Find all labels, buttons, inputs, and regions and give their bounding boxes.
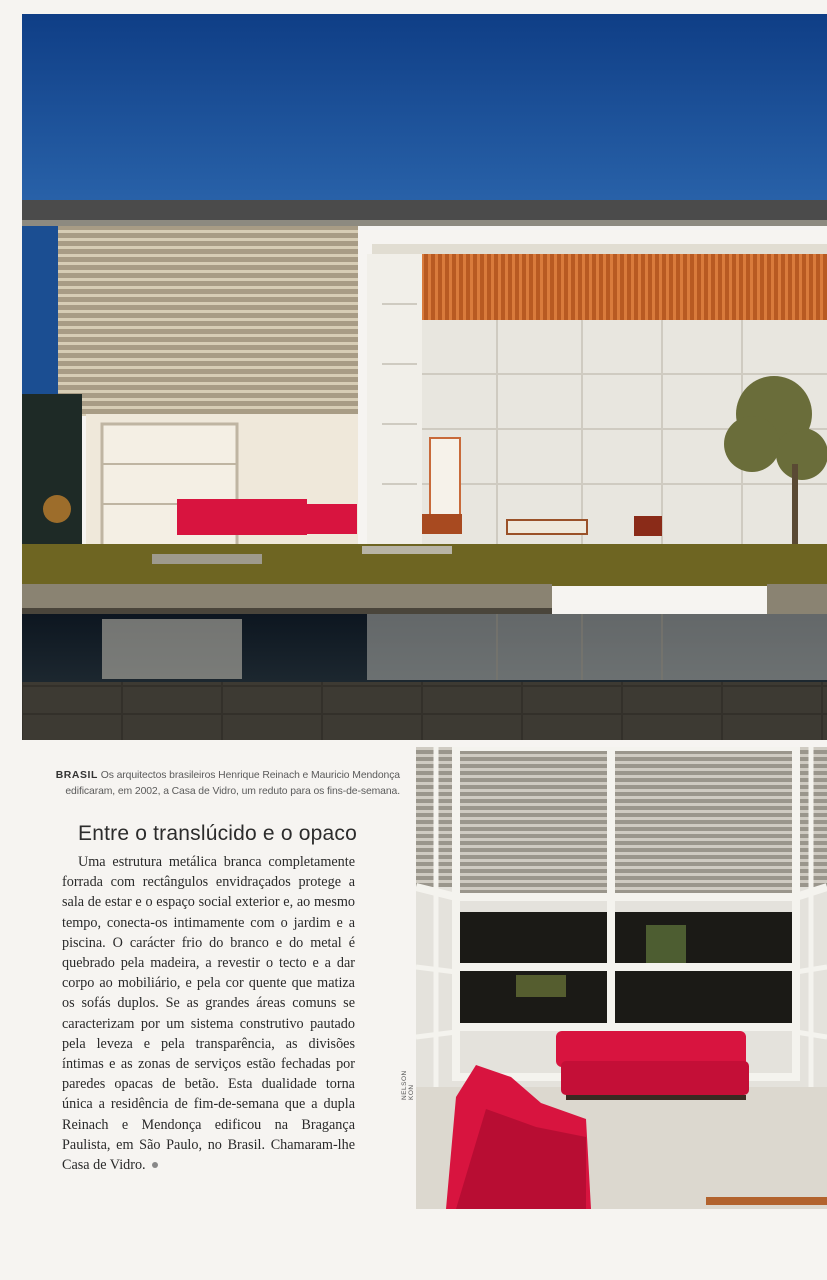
caption-text: Os arquitectos brasileiros Henrique Reinach e Mauricio Mendonça edificaram, em 2002, a Casa de Vidro, um reduto para os fins-de-semana. bbox=[65, 770, 400, 798]
hero-photo-glass-house bbox=[22, 14, 827, 740]
article-body-text: Uma estrutura metálica branca completamente forrada com rectângulos envidraçados protege a sala de estar e o espaço social exterior e, ao mesmo tempo, conecta-os intimamente com o jardim e a piscina. O carácter frio do branco e do metal é quebrado pela madeira, a revestir o tecto e a dar corpo ao mobiliário, e pela cor quente que matiza os sofás duplos. Se as grandes áreas comuns se caracterizam por um sistema construtivo pautado pela leveza e pela transparência, as divisões íntimas e as zonas de serviços estão fechadas por paredes opacas de betão. Esta dualidade torna única a residência de fim-de-semana que a dupla Reinach e Mendonça edificou na Bragança Paulista, em São Paulo, no Brasil. Chamaram-lhe Casa de Vidro. bbox=[62, 854, 355, 1174]
interior-illustration bbox=[416, 747, 827, 1209]
photo-credit: NELSON KON bbox=[401, 1070, 415, 1100]
caption-country: BRASIL bbox=[55, 770, 98, 782]
article-body bbox=[62, 852, 355, 1175]
article-headline: Entre o translúcido e o opaco bbox=[78, 822, 357, 845]
end-of-article-mark-icon bbox=[152, 1162, 158, 1168]
interior-photo-living-room bbox=[416, 747, 827, 1209]
photo-caption bbox=[55, 768, 400, 800]
hero-illustration bbox=[22, 14, 827, 740]
